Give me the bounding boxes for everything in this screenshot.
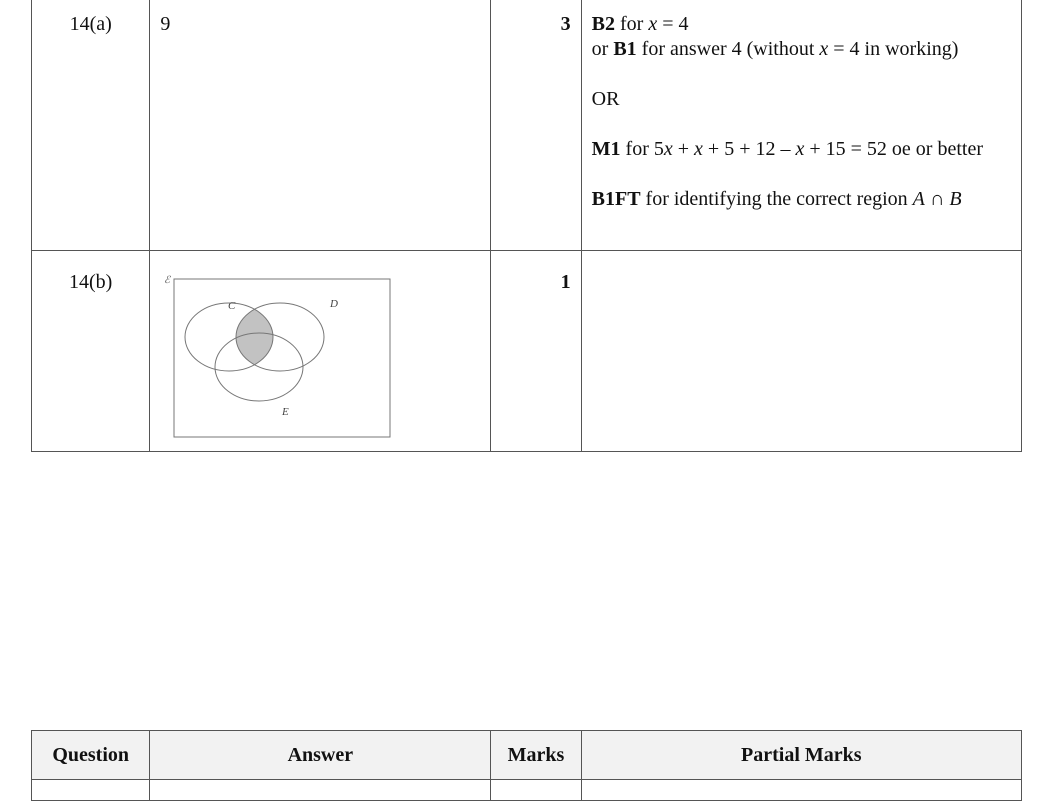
label-e: E — [282, 406, 290, 418]
partial-or: OR — [591, 88, 620, 110]
partial-line-m1: M1 for 5x + x + 5 + 12 – x + 15 = 52 oe or better — [591, 138, 983, 160]
partial-marks-cell — [581, 251, 1021, 452]
partial-line-b1ft: B1FT for identifying the correct region A ∩ B — [591, 188, 962, 210]
question-number: 14(b) — [32, 251, 150, 452]
answer-cell-venn — [150, 251, 491, 452]
table-row — [32, 251, 1022, 452]
partial-line-b1: or B1 for answer 4 (without x = 4 in working) — [591, 38, 959, 60]
header-partial-marks: Partial Marks — [581, 731, 1021, 780]
marks-cell: 3 — [491, 0, 581, 251]
universal-set-symbol: ℰ — [164, 275, 171, 286]
partial-line-b2: B2 for x = 4 — [591, 13, 689, 35]
markscheme-table-top — [31, 0, 1022, 452]
answer-cell: 9 — [150, 0, 491, 251]
label-c: C — [228, 300, 236, 312]
question-number: 14(a) — [32, 0, 150, 251]
marks-cell: 1 — [491, 251, 581, 452]
header-marks: Marks — [491, 731, 581, 780]
table-row — [32, 0, 1022, 251]
markscheme-table-header — [31, 730, 1022, 801]
header-row — [32, 731, 1022, 780]
partial-marks-cell — [581, 0, 1021, 251]
header-question: Question — [32, 731, 150, 780]
label-d: D — [330, 298, 339, 310]
venn-diagram — [162, 269, 402, 439]
header-answer: Answer — [150, 731, 491, 780]
